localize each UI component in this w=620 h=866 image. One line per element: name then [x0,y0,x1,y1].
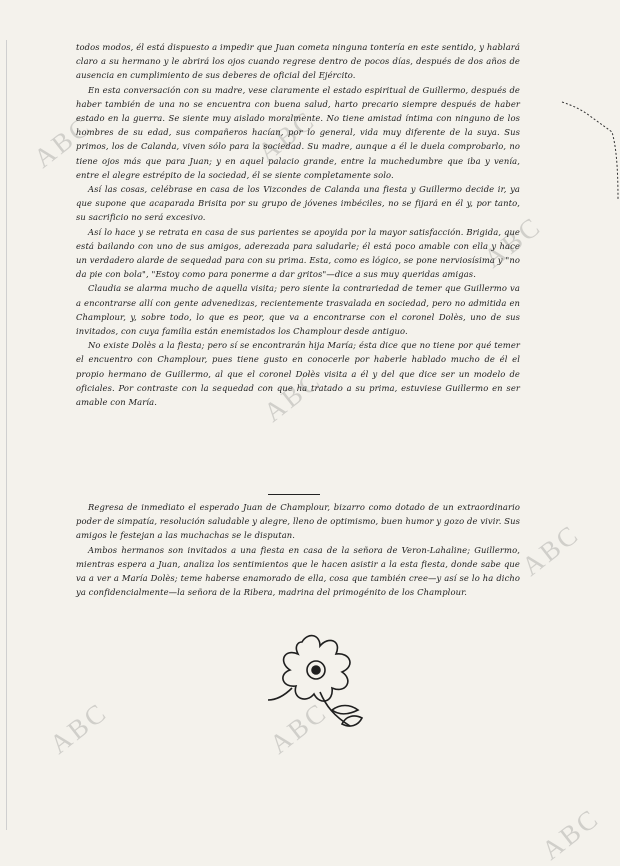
article-text-bottom [76,500,520,599]
article-text-top [76,40,520,409]
paragraph: Ambos hermanos son invitados a una fiesta en casa de la señora de Veron-Lahaline; Guillermo, mientras espera a Juan, analiza los sentimientos que le hacen asistir a la esta fiesta, donde sabe que va a ver a María Dolès; teme haberse enamorado de ella, cosa que también cree—y así se lo ha dicho ya confidencialmente—la señora de la Ribera, madrina del primogénito de los Champlour. [76,544,520,598]
paragraph: todos modos, él está dispuesto a impedir que Juan cometa ninguna tontería en este sentido, y hablará claro a su hermano y le abrirá los ojos cuando regrese dentro de pocos días, después de dos años de ausencia en cumplimiento de sus deberes de oficial del Ejército. [76,42,520,81]
paragraph: Claudia se alarma mucho de aquella visita; pero siente la contrariedad de temer que Guillermo va a encontrarse allí con gente advenedizas, recientemente trasvalada en sociedad, pero no admitida en Champlour, y, sobre todo, lo que es peor, que va a encontrarse con el coronel Dolès, uno de sus invitados, con cuya familia están enemistados los Champlour desde antiguo. [76,283,520,337]
page-edge-line [6,40,7,830]
abc-watermark: ABC [28,110,98,174]
abc-watermark: ABC [264,696,334,760]
paragraph: No existe Dolès a la fiesta; pero sí se encontrarán hija María; ésta dice que no tiene por qué temer el encuentro con Champlour, pues tiene gusto en conocerle por haberle hablado mucho de él el propio hermano de Guillermo, al que el coronel Dolès visita a él y del que dice ser un modelo de oficiales. Por contraste con la sequedad con que ha tratado a su prima, estuviese Guillermo en ser amable con María. [76,340,520,408]
torn-edge-mark [560,96,620,206]
paragraph: Así lo hace y se retrata en casa de sus parientes se apoyida por la mayor satisfacción. Brigida, que está bailando con uno de sus amigos, aderezada para saludarle; él está poco amable con ella y hace un verdadero alarde de sequedad para con su prima. Esta, como es lógico, se pone nerviosísima y "no da pie con bola", "Estoy como para ponerme a dar gritos"—dice a sus muy queridas amigas. [76,226,520,280]
abc-watermark: ABC [478,210,548,274]
abc-watermark: ABC [536,802,606,866]
abc-watermark: ABC [44,696,114,760]
abc-watermark: ABC [516,518,586,582]
abc-watermark: ABC [258,364,328,428]
paragraph: Regresa de inmediato el esperado Juan de Champlour, bizarro como dotado de un extraordinario poder de simpatía, resolución saludable y alegre, lleno de optimismo, buen humor y gozo de vivir. Sus amigos le festejan a las muchachas se le disputan. [76,502,520,541]
paragraph: En esta conversación con su madre, vese claramente el estado espiritual de Guillermo, después de haber también de una no se encuentra con buena salud, harto precario siempre después de haber estado en la guerra. Se siente muy aislado moralmente. No tiene amistad íntima con ninguno de los hombres de su edad, sus compañeros hacían, por lo general, vida muy diferente de la suya. Sus primos, los de Calanda, viven sólo para la sociedad. Su madre, aunque a él le duela comprobarlo, no tiene ojos más que para Juan; y en aquel palacio grande, entre la muchedumbre que iba y venía, entre el alegre estrépito de la sociedad, él se siente completamente solo. [76,84,520,180]
paragraph: Así las cosas, celébrase en casa de los Vizcondes de Calanda una fiesta y Guillermo decide ir, ya que supone que acaparada Brisita por su grupo de jóvenes imbéciles, no se fijará en él y, por tanto, su sacrificio no será excesivo. [76,184,520,223]
section-separator [268,494,320,495]
abc-watermark: ABC [252,104,322,168]
